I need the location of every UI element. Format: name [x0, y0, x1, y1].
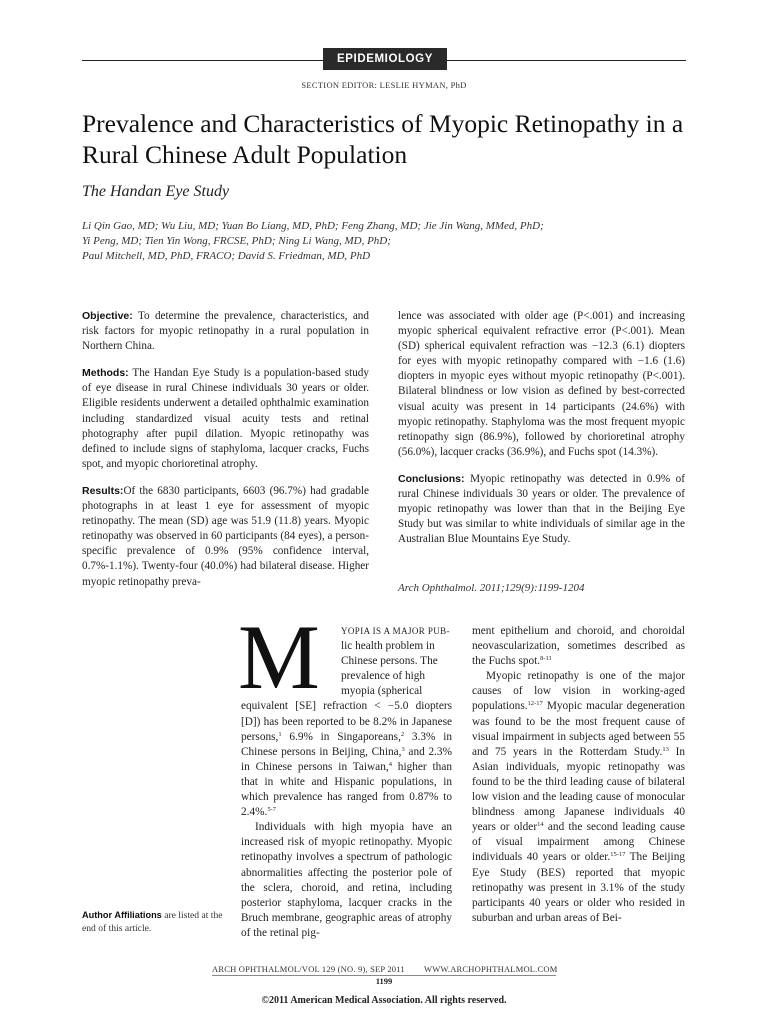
text-run: Myopic retinopathy is one of the major causes of low vision in working-aged populations. [472, 670, 685, 713]
author-line: Yi Peng, MD; Tien Yin Wong, FRCSE, PhD; Ning Li Wang, MD, PhD; [82, 235, 391, 247]
reference-marker: 2 [400, 730, 405, 738]
author-affiliations-note [82, 909, 227, 935]
reference-marker: 14 [537, 821, 544, 829]
body-paragraph: Individuals with high myopia have an increased risk of myopic retinopathy. Myopic retinopathy involves a spectrum of pathologic abnormalities affecting the posterior pole of the sclera, choroid, and retina, including posterior staphyloma, lacquer cracks in the Bruch membrane, geographic areas of atrophy of the retinal pig- [241, 821, 452, 939]
text-run: ment epithelium and choroid, and choroidal neovascularization, sometimes described as the Fuchs spot. [472, 625, 685, 668]
lead-line [241, 624, 452, 639]
lead-smallcaps: YOPIA IS A MAJOR PUB- [341, 626, 450, 636]
reference-marker: 12-17 [527, 700, 543, 708]
text-run: Myopic macular degeneration was found to be the most frequent cause of visual impairment in subjects aged between 55 and 75 years in the Rotterdam Study. [472, 700, 685, 758]
text-run: In Asian individuals, myopic retinopathy was found to be the third leading cause of bilateral low vision and the leading cause of monocular blindness among Japanese individuals 40 years or older [472, 745, 685, 834]
reference-marker: 1 [278, 730, 282, 738]
abstract-column-right [398, 309, 685, 547]
affiliations-text: are listed at the end of this article. [82, 910, 223, 934]
text-run: equivalent [SE] refraction < −5.0 diopters [D]) has been reported to be 8.2% in Japanese persons, [241, 700, 452, 743]
reference-marker: 8-11 [540, 655, 552, 663]
reference-marker: 15-17 [610, 851, 626, 859]
section-label: EPIDEMIOLOGY [323, 48, 447, 70]
methods-text: The Handan Eye Study is a population-based study of eye disease in rural Chinese individuals 30 years or older. Eligible residents underwent a detailed ophthalmic examination including standardized visual acuity tests and retinal photography after pupil dilation. Myopic retinopathy was defined to include signs of staphyloma, lacquer cracks, Fuchs spot, and myopic chorioretinal atrophy. [82, 367, 369, 470]
footer-journal: ARCH OPHTHALMOL/VOL 129 (NO. 9), SEP 2011 [212, 964, 405, 974]
intro-paragraph [241, 699, 452, 820]
conclusions-text: Myopic retinopathy was detected in 0.9% of rural Chinese individuals 30 years or older. The prevalence of myopic retinopathy was lower than that in the Beijing Eye Study but was similar to white individuals of similar age in the Australian Blue Mountains Eye Study. [398, 472, 686, 546]
page-number: 1199 [375, 976, 393, 986]
text-run: and 2.3% in Chinese persons in Taiwan, [241, 745, 452, 773]
text-run: The Beijing Eye Study (BES) reported that myopic retinopathy was present in 3.1% of the study participants 40 years or older who resided in suburban and urban areas of Bei- [472, 851, 685, 924]
text-run: 6.9% in Singaporeans, [281, 730, 401, 743]
lead-line: lic health problem in [341, 640, 435, 653]
article-title: Prevalence and Characteristics of Myopic Retinopathy in a Rural Chinese Adult Population [82, 109, 684, 169]
footer-url: WWW.ARCHOPHTHALMOL.COM [424, 964, 558, 974]
abstract-conclusions [398, 472, 685, 547]
copyright: ©2011 American Medical Association. All rights reserved. [261, 995, 507, 1006]
citation: Arch Ophthalmol. 2011;129(9):1199-1204 [398, 582, 585, 594]
objective-text: To determine the prevalence, characteristics, and risk factors for myopic retinopathy in a rural population in Northern China. [82, 310, 369, 353]
abstract-methods [82, 366, 369, 472]
text-run: higher than that in white and Hispanic populations, in which prevalence has ranged from 0.87% to 2.4%. [241, 760, 452, 819]
lead-line: myopia (spherical [341, 685, 423, 698]
lead-line: Chinese persons. The [341, 655, 438, 668]
methods-label: Methods: [82, 367, 129, 380]
author-line: Paul Mitchell, MD, PhD, FRACO; David S. Friedman, MD, PhD [82, 250, 371, 262]
body-paragraph [472, 624, 685, 669]
abstract-results [82, 484, 369, 590]
lead-line: prevalence of high [341, 670, 426, 683]
objective-label: Objective: [82, 310, 133, 322]
body-column-right [472, 624, 685, 926]
affiliations-label: Author Affiliations [82, 910, 162, 920]
text-run: 3.3% in Chinese persons in Beijing, China, [241, 730, 453, 758]
abstract-results-continued: lence was associated with older age (P<.001) and increasing myopic spherical equivalent refractive error (P<.001). Mean (SD) spherical equivalent refraction was −12.3 (6.1) diopters for eyes with myopic retinopathy compared with −1.6 (1.6) diopters in myopic eyes without myopic retinopathy (P<.001). Bilateral blindness or low vision as defined by best-corrected visual acuity was present in 14 participants (24.6%) with myopic retinopathy. Staphyloma was the most frequent myopic retinopathy sign (86.9%), followed by chorioretinal atrophy (56.0%), lacquer cracks (36.9%), and Fuchs spot (14.3%). [398, 310, 685, 458]
author-list [82, 219, 702, 264]
abstract-objective [82, 309, 369, 354]
section-editor: SECTION EDITOR: LESLIE HYMAN, PhD [301, 80, 467, 90]
reference-marker: 3 [401, 745, 405, 753]
results-text: Of the 6830 participants, 6603 (96.7%) had gradable photographs in at least 1 eye for assessment of myopic retinopathy. The mean (SD) age was 51.9 (11.8) years. Myopic retinopathy was observed in 60 participants (84 eyes), a person-specific prevalence of 0.9% (95% confidence interval, 0.7%-1.1%). Twenty-four (40.0%) had bilateral disease. Higher myopic retinopathy preva- [82, 484, 369, 588]
conclusions-label: Conclusions: [398, 472, 465, 485]
reference-marker: 13 [662, 745, 669, 753]
abstract-column-left [82, 309, 369, 590]
results-label: Results: [82, 484, 124, 497]
body-column-left [241, 624, 452, 941]
author-line: Li Qin Gao, MD; Wu Liu, MD; Yuan Bo Liang, MD, PhD; Feng Zhang, MD; Jie Jin Wang, MMed, PhD; [82, 220, 544, 232]
reference-marker: 4 [388, 760, 392, 768]
reference-marker: 5-7 [267, 806, 277, 814]
article-subtitle: The Handan Eye Study [82, 183, 230, 200]
text-run: and the second leading cause of visual impairment among Chinese individuals 40 years or older. [472, 821, 685, 864]
drop-cap: M [238, 606, 320, 708]
body-paragraph [472, 669, 685, 926]
